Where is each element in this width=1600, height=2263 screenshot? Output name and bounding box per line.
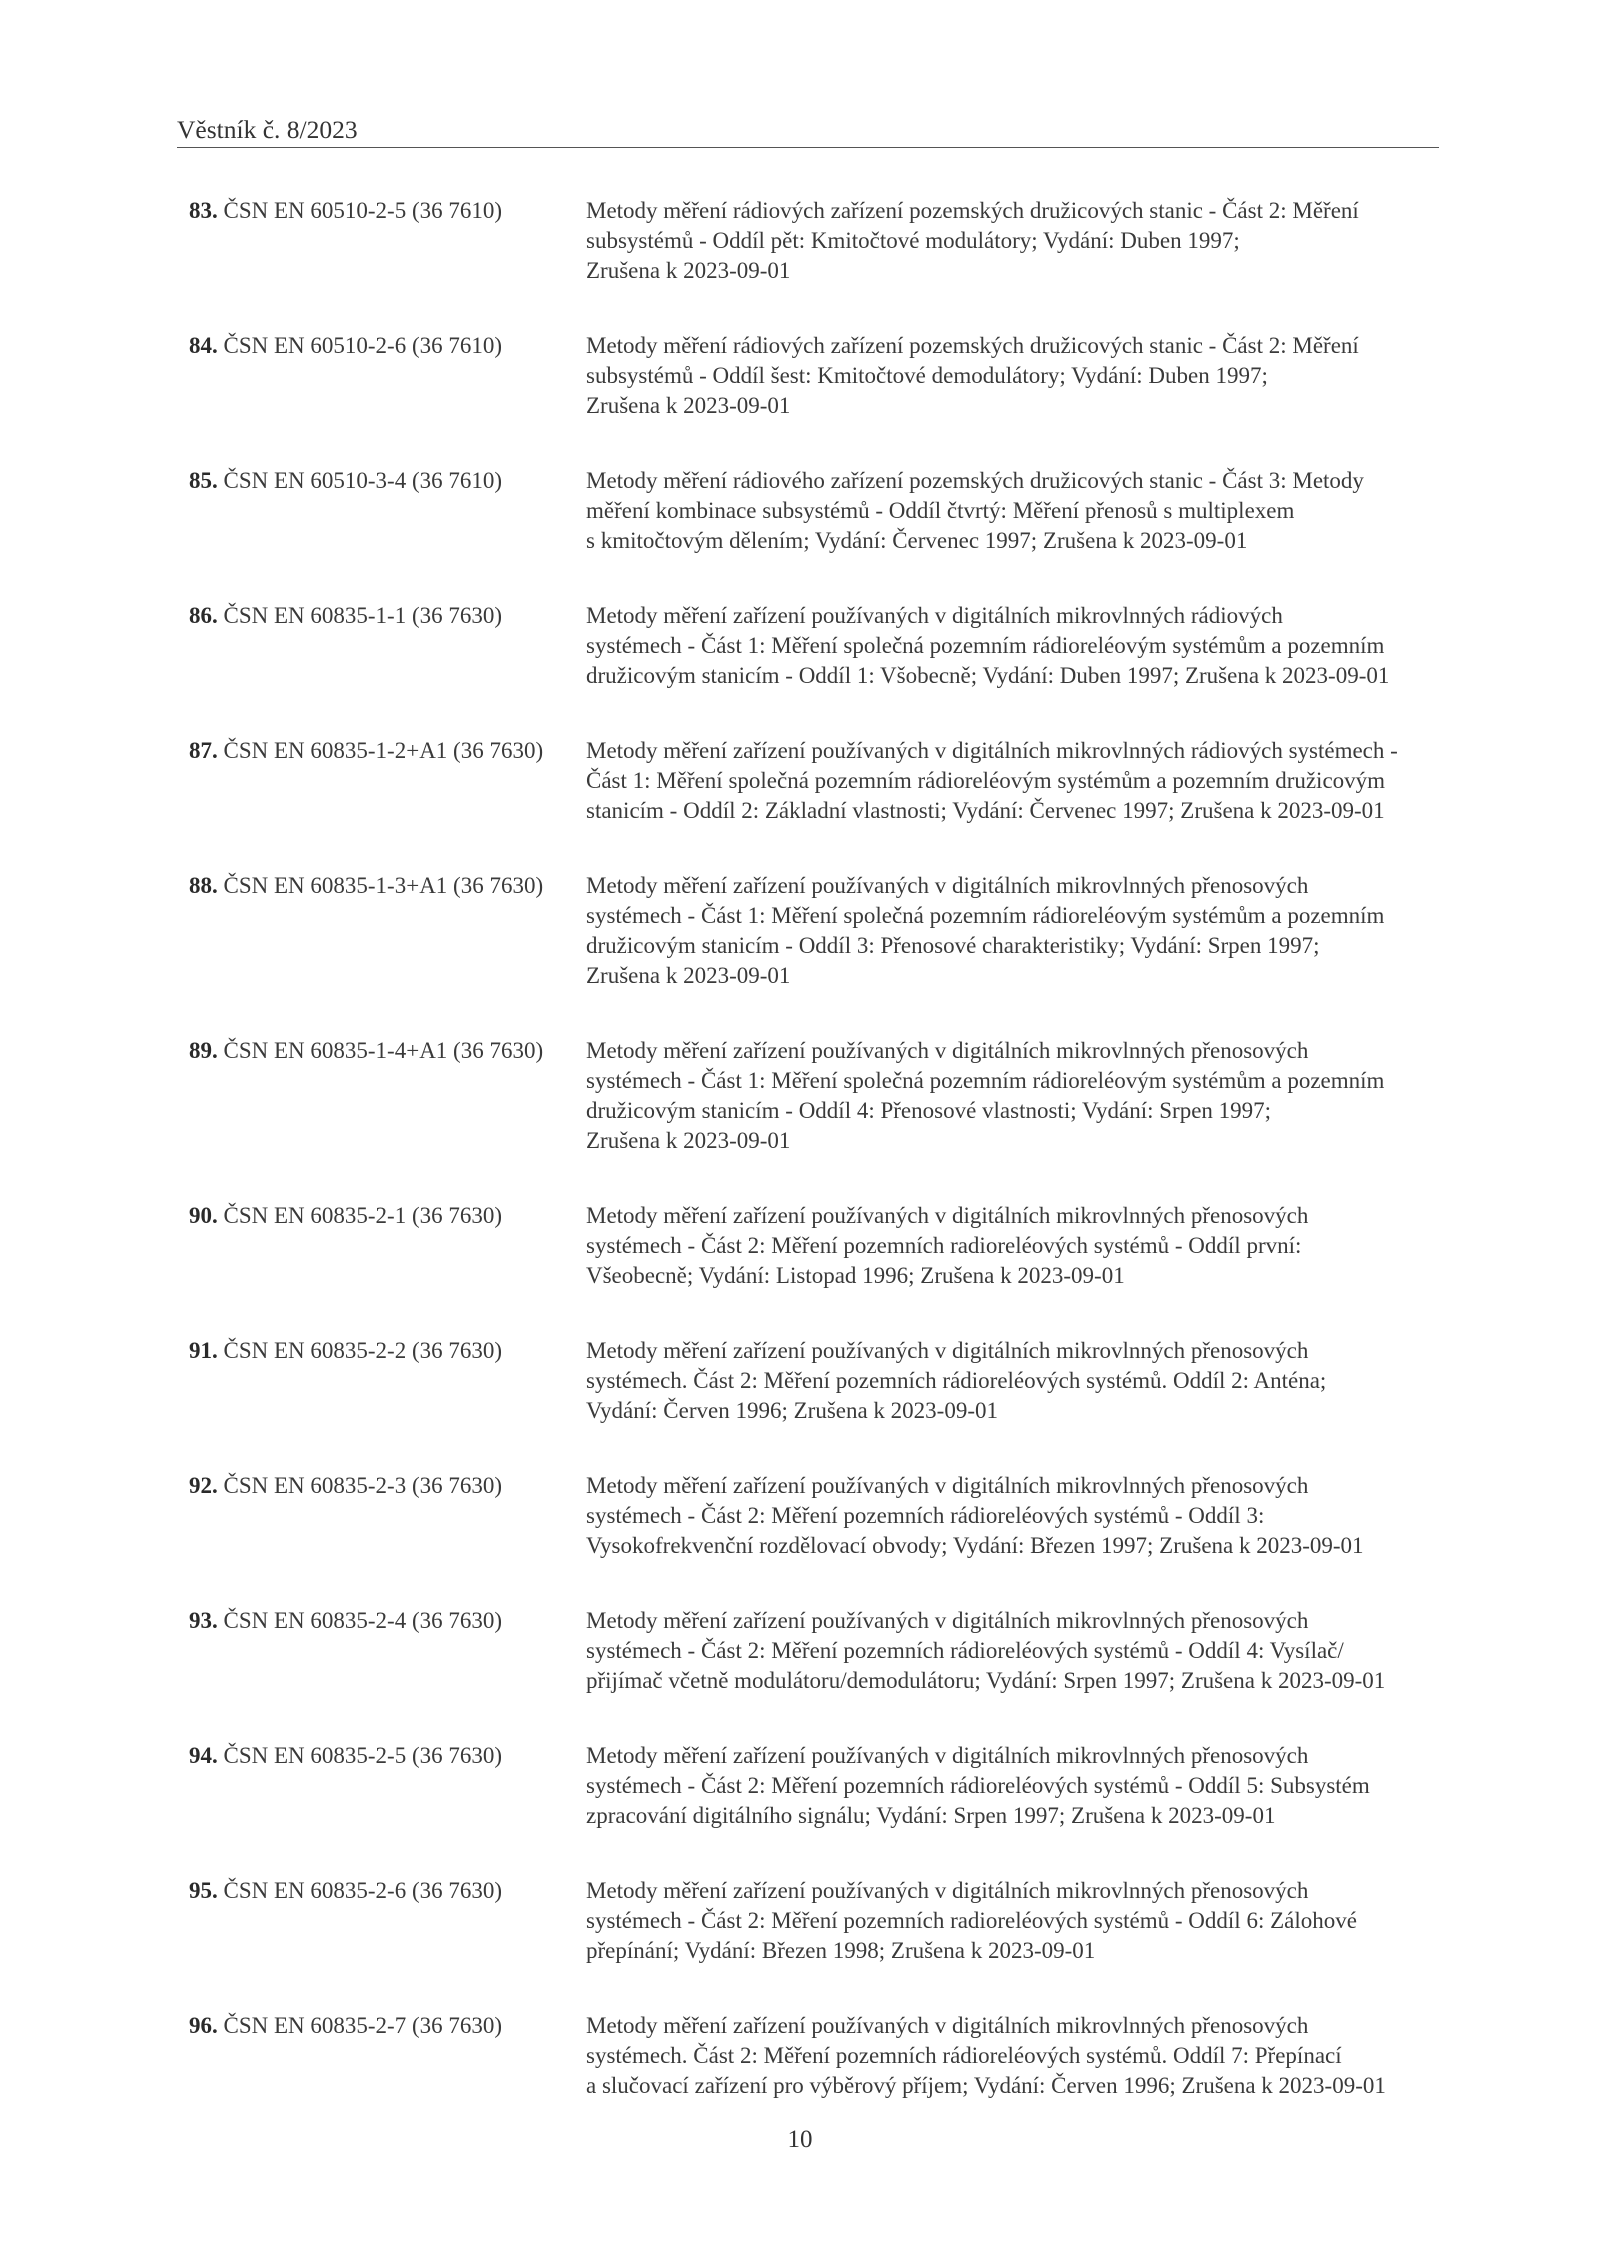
description-line: družicovým stanicím - Oddíl 1: Všobecně; Vydání: Duben 1997; Zrušena k 2023-09-01 bbox=[586, 663, 1390, 688]
standard-description bbox=[586, 1036, 1429, 1156]
list-item bbox=[189, 1876, 1429, 1966]
standard-code: ČSN EN 60835-1-2+A1 (36 7630) bbox=[223, 738, 544, 763]
item-number: 83. bbox=[189, 198, 218, 223]
description-line: stanicím - Oddíl 2: Základní vlastnosti; Vydání: Červenec 1997; Zrušena k 2023-09-01 bbox=[586, 798, 1385, 823]
item-number: 90. bbox=[189, 1203, 218, 1228]
description-line: Metody měření zařízení používaných v digitálních mikrovlnných přenosových bbox=[586, 1203, 1309, 1228]
list-item bbox=[189, 196, 1429, 286]
standard-description bbox=[586, 1606, 1429, 1696]
standard-code: ČSN EN 60835-2-3 (36 7630) bbox=[223, 1473, 503, 1498]
standard-description bbox=[586, 1471, 1429, 1561]
item-number: 92. bbox=[189, 1473, 218, 1498]
standard-designation bbox=[189, 1201, 586, 1291]
description-line: s kmitočtovým dělením; Vydání: Červenec 1997; Zrušena k 2023-09-01 bbox=[586, 528, 1248, 553]
standard-code: ČSN EN 60510-2-6 (36 7610) bbox=[223, 333, 503, 358]
description-line: systémech - Část 1: Měření společná pozemním rádioreléovým systémům a pozemním bbox=[586, 633, 1385, 658]
description-line: Metody měření rádiových zařízení pozemských družicových stanic - Část 2: Měření bbox=[586, 198, 1359, 223]
description-line: systémech. Část 2: Měření pozemních rádioreléových systémů. Oddíl 7: Přepínací bbox=[586, 2043, 1342, 2068]
standard-designation bbox=[189, 196, 586, 286]
list-item bbox=[189, 1201, 1429, 1291]
list-item bbox=[189, 1471, 1429, 1561]
page-header bbox=[177, 111, 1439, 148]
description-line: zpracování digitálního signálu; Vydání: Srpen 1997; Zrušena k 2023-09-01 bbox=[586, 1803, 1276, 1828]
description-line: systémech. Část 2: Měření pozemních rádioreléových systémů. Oddíl 2: Anténa; bbox=[586, 1368, 1327, 1393]
description-line: systémech - Část 2: Měření pozemních rádioreléových systémů - Oddíl 5: Subsystém bbox=[586, 1773, 1370, 1798]
description-line: systémech - Část 2: Měření pozemních radioreléových systémů - Oddíl 6: Zálohové bbox=[586, 1908, 1357, 1933]
standard-code: ČSN EN 60510-2-5 (36 7610) bbox=[223, 198, 503, 223]
description-line: měření kombinace subsystémů - Oddíl čtvrtý: Měření přenosů s multiplexem bbox=[586, 498, 1295, 523]
standard-designation bbox=[189, 2011, 586, 2101]
standard-code: ČSN EN 60835-1-3+A1 (36 7630) bbox=[223, 873, 544, 898]
description-line: systémech - Část 2: Měření pozemních rádioreléových systémů - Oddíl 3: bbox=[586, 1503, 1265, 1528]
standard-designation bbox=[189, 331, 586, 421]
description-line: družicovým stanicím - Oddíl 3: Přenosové charakteristiky; Vydání: Srpen 1997; bbox=[586, 933, 1320, 958]
standard-description bbox=[586, 601, 1429, 691]
standard-description bbox=[586, 196, 1429, 286]
standard-description bbox=[586, 871, 1429, 991]
description-line: systémech - Část 2: Měření pozemních radioreléových systémů - Oddíl první: bbox=[586, 1233, 1302, 1258]
description-line: Část 1: Měření společná pozemním rádioreléovým systémům a pozemním družicovým bbox=[586, 768, 1386, 793]
list-item bbox=[189, 1741, 1429, 1831]
item-number: 85. bbox=[189, 468, 218, 493]
standard-designation bbox=[189, 1876, 586, 1966]
item-number: 89. bbox=[189, 1038, 218, 1063]
description-line: přepínání; Vydání: Březen 1998; Zrušena k 2023-09-01 bbox=[586, 1938, 1096, 1963]
standard-designation bbox=[189, 1471, 586, 1561]
description-line: Metody měření zařízení používaných v digitálních mikrovlnných přenosových bbox=[586, 1878, 1309, 1903]
list-item bbox=[189, 1336, 1429, 1426]
description-line: Metody měření zařízení používaných v digitálních mikrovlnných přenosových bbox=[586, 1473, 1309, 1498]
standard-description bbox=[586, 331, 1429, 421]
description-line: Metody měření zařízení používaných v digitálních mikrovlnných přenosových bbox=[586, 1338, 1309, 1363]
standard-description bbox=[586, 2011, 1429, 2101]
standard-designation bbox=[189, 1036, 586, 1156]
item-number: 96. bbox=[189, 2013, 218, 2038]
description-line: družicovým stanicím - Oddíl 4: Přenosové vlastnosti; Vydání: Srpen 1997; bbox=[586, 1098, 1272, 1123]
description-line: systémech - Část 1: Měření společná pozemním rádioreléovým systémům a pozemním bbox=[586, 1068, 1385, 1093]
description-line: Metody měření rádiového zařízení pozemských družicových stanic - Část 3: Metody bbox=[586, 468, 1364, 493]
description-line: Zrušena k 2023-09-01 bbox=[586, 963, 791, 988]
standard-description bbox=[586, 1876, 1429, 1966]
standard-code: ČSN EN 60835-2-7 (36 7630) bbox=[223, 2013, 503, 2038]
page-number: 10 bbox=[787, 2126, 813, 2153]
list-item bbox=[189, 2011, 1429, 2101]
description-line: Metody měření rádiových zařízení pozemských družicových stanic - Část 2: Měření bbox=[586, 333, 1359, 358]
description-line: Vydání: Červen 1996; Zrušena k 2023-09-01 bbox=[586, 1398, 999, 1423]
description-line: Metody měření zařízení používaných v digitálních mikrovlnných přenosových bbox=[586, 2013, 1309, 2038]
description-line: Zrušena k 2023-09-01 bbox=[586, 1128, 791, 1153]
item-number: 93. bbox=[189, 1608, 218, 1633]
description-line: Metody měření zařízení používaných v digitálních mikrovlnných přenosových bbox=[586, 1608, 1309, 1633]
item-number: 91. bbox=[189, 1338, 218, 1363]
description-line: přijímač včetně modulátoru/demodulátoru; Vydání: Srpen 1997; Zrušena k 2023-09-01 bbox=[586, 1668, 1386, 1693]
description-line: Metody měření zařízení používaných v digitálních mikrovlnných rádiových bbox=[586, 603, 1283, 628]
list-item bbox=[189, 1606, 1429, 1696]
standard-code: ČSN EN 60510-3-4 (36 7610) bbox=[223, 468, 503, 493]
description-line: a slučovací zařízení pro výběrový příjem; Vydání: Červen 1996; Zrušena k 2023-09-01 bbox=[586, 2073, 1386, 2098]
item-number: 94. bbox=[189, 1743, 218, 1768]
standard-code: ČSN EN 60835-1-1 (36 7630) bbox=[223, 603, 503, 628]
list-item bbox=[189, 871, 1429, 991]
standard-description bbox=[586, 1741, 1429, 1831]
standard-designation bbox=[189, 736, 586, 826]
list-item bbox=[189, 601, 1429, 691]
description-line: systémech - Část 2: Měření pozemních rádioreléových systémů - Oddíl 4: Vysílač/ bbox=[586, 1638, 1344, 1663]
item-number: 84. bbox=[189, 333, 218, 358]
description-line: Zrušena k 2023-09-01 bbox=[586, 258, 791, 283]
standard-code: ČSN EN 60835-2-5 (36 7630) bbox=[223, 1743, 503, 1768]
item-number: 88. bbox=[189, 873, 218, 898]
description-line: Metody měření zařízení používaných v digitálních mikrovlnných rádiových systémech - bbox=[586, 738, 1398, 763]
list-item bbox=[189, 466, 1429, 556]
description-line: Metody měření zařízení používaných v digitálních mikrovlnných přenosových bbox=[586, 1038, 1309, 1063]
journal-title: Věstník č. 8/2023 bbox=[177, 115, 358, 144]
description-line: Metody měření zařízení používaných v digitálních mikrovlnných přenosových bbox=[586, 1743, 1309, 1768]
standard-designation bbox=[189, 1606, 586, 1696]
standard-code: ČSN EN 60835-2-4 (36 7630) bbox=[223, 1608, 503, 1633]
description-line: subsystémů - Oddíl pět: Kmitočtové modulátory; Vydání: Duben 1997; bbox=[586, 228, 1240, 253]
standard-code: ČSN EN 60835-2-2 (36 7630) bbox=[223, 1338, 503, 1363]
description-line: Zrušena k 2023-09-01 bbox=[586, 393, 791, 418]
description-line: subsystémů - Oddíl šest: Kmitočtové demodulátory; Vydání: Duben 1997; bbox=[586, 363, 1268, 388]
list-item bbox=[189, 331, 1429, 421]
standard-designation bbox=[189, 1336, 586, 1426]
standard-designation bbox=[189, 871, 586, 991]
standard-code: ČSN EN 60835-1-4+A1 (36 7630) bbox=[223, 1038, 544, 1063]
item-number: 95. bbox=[189, 1878, 218, 1903]
item-number: 87. bbox=[189, 738, 218, 763]
description-line: Všeobecně; Vydání: Listopad 1996; Zrušena k 2023-09-01 bbox=[586, 1263, 1125, 1288]
standard-description bbox=[586, 736, 1429, 826]
standard-designation bbox=[189, 601, 586, 691]
standard-description bbox=[586, 466, 1429, 556]
standard-code: ČSN EN 60835-2-6 (36 7630) bbox=[223, 1878, 503, 1903]
standard-designation bbox=[189, 1741, 586, 1831]
description-line: Vysokofrekvenční rozdělovací obvody; Vydání: Březen 1997; Zrušena k 2023-09-01 bbox=[586, 1533, 1364, 1558]
list-item bbox=[189, 736, 1429, 826]
standard-description bbox=[586, 1336, 1429, 1426]
standard-designation bbox=[189, 466, 586, 556]
standard-code: ČSN EN 60835-2-1 (36 7630) bbox=[223, 1203, 503, 1228]
list-item bbox=[189, 1036, 1429, 1156]
item-number: 86. bbox=[189, 603, 218, 628]
description-line: Metody měření zařízení používaných v digitálních mikrovlnných přenosových bbox=[586, 873, 1309, 898]
standards-list bbox=[189, 196, 1429, 2146]
description-line: systémech - Část 1: Měření společná pozemním rádioreléovým systémům a pozemním bbox=[586, 903, 1385, 928]
standard-description bbox=[586, 1201, 1429, 1291]
